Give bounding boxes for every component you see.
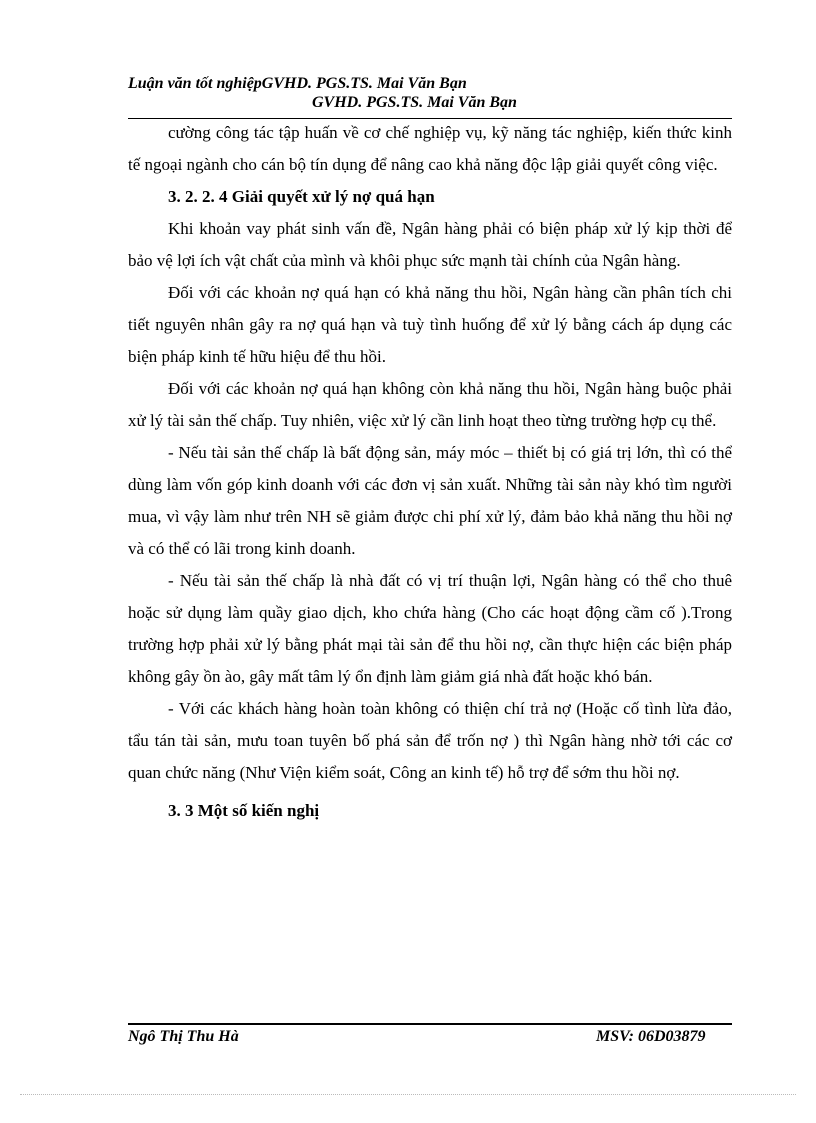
paragraph-3: Đối với các khoản nợ quá hạn không còn khả năng thu hồi, Ngân hàng buộc phải xử lý tài sản thế chấp. Tuy nhiên, việc xử lý cần linh hoạt theo từng trường hợp cụ thể.: [128, 379, 732, 430]
paragraph-6: - Với các khách hàng hoàn toàn không có thiện chí trả nợ (Hoặc cố tình lừa đảo, tẩu tán tài sản, mưu toan tuyên bố phá sản để trốn nợ ) thì Ngân hàng nhờ tới các cơ quan chức năng (Như Viện kiểm soát, Công an kinh tế) hỗ trợ để sớm thu hồi nợ.: [128, 699, 732, 782]
header-supervisor: GVHD. PGS.TS. Mai Văn Bạn: [312, 94, 517, 111]
paragraph-4: - Nếu tài sản thế chấp là bất động sản, máy móc – thiết bị có giá trị lớn, thì có thể dùng làm vốn góp kinh doanh với các đơn vị sản xuất. Những tài sản này khó tìm người mua, vì vậy làm như trên NH sẽ giảm được chi phí xử lý, đảm bảo khả năng thu hồi nợ và có thể có lãi trong kinh doanh.: [128, 443, 732, 558]
footer-author: Ngô Thị Thu Hà: [128, 1028, 239, 1045]
document-body: [128, 117, 732, 827]
paragraph-5: - Nếu tài sản thế chấp là nhà đất có vị trí thuận lợi, Ngân hàng có thể cho thuê hoặc sử dụng làm quầy giao dịch, kho chứa hàng (Cho các hoạt động cầm cố ).Trong trường hợp phải xử lý bằng phát mại tài sản để thu hồi nợ, cần thực hiện các biện pháp không gây ồn ào, gây mất tâm lý ổn định làm giảm giá nhà đất hoặc khó bán.: [128, 571, 732, 686]
footer-rule: [128, 1023, 732, 1025]
paragraph-1: Khi khoản vay phát sinh vấn đề, Ngân hàng phải có biện pháp xử lý kịp thời để bảo vệ lợi ích vật chất của mình và khôi phục sức mạnh tài chính của Ngân hàng.: [128, 219, 732, 270]
section-heading-3224: 3. 2. 2. 4 Giải quyết xử lý nợ quá hạn: [168, 187, 435, 206]
page-edge-divider: [20, 1094, 796, 1095]
header-thesis-title: Luận văn tốt nghiệpGVHD. PGS.TS. Mai Văn Bạn: [128, 75, 467, 92]
paragraph-intro: cường công tác tập huấn về cơ chế nghiệp vụ, kỹ năng tác nghiệp, kiến thức kinh tế ngoại ngành cho cán bộ tín dụng để nâng cao khả năng độc lập giải quyết công việc.: [128, 123, 732, 174]
paragraph-2: Đối với các khoản nợ quá hạn có khả năng thu hồi, Ngân hàng cần phân tích chi tiết nguyên nhân gây ra nợ quá hạn và tuỳ tình huống để xử lý bằng cách áp dụng các biện pháp kinh tế hữu hiệu để thu hồi.: [128, 283, 732, 366]
footer-student-id: MSV: 06D03879: [596, 1028, 706, 1045]
section-heading-33: 3. 3 Một số kiến nghị: [168, 801, 320, 820]
